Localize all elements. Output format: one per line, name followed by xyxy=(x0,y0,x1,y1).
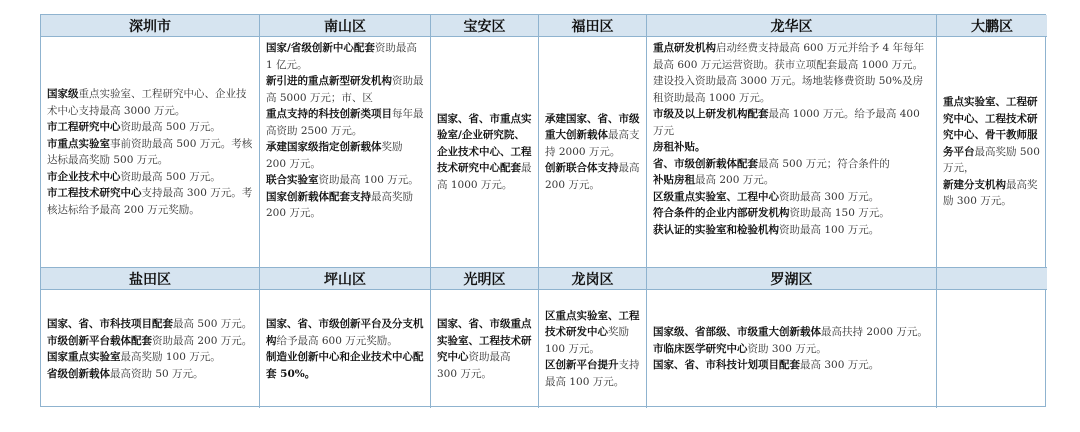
policy-line xyxy=(653,357,930,374)
cell-futian xyxy=(539,37,647,268)
header-longgang: 龙岗区 xyxy=(539,268,647,290)
cell-yantian xyxy=(41,290,260,408)
policy-line xyxy=(266,172,424,189)
policy-line-text: 最高支持 2000 万元。 xyxy=(545,129,640,158)
policy-line-bold: 重点支持的科技创新类项目 xyxy=(266,108,392,120)
policy-line xyxy=(653,172,930,189)
policy-line xyxy=(266,40,424,73)
policy-line-bold: 区重点实验室、工程技术研发中心 xyxy=(545,309,640,339)
cell-longhua xyxy=(647,37,937,268)
policy-line-bold: 国家、省、市级创新平台及分支机构 xyxy=(266,318,424,347)
policy-line-text: 每年最高资助 2500 万元。 xyxy=(266,108,424,137)
policy-line-text: 启动经费支持最高 600 万元并给予 4 年每年最高 600 万元运营资助。获市立项配套最高 1000 万元。建设投入资助最高 3000 万元。场地装修费资助 50%及房租资助最高 1000 万元。 xyxy=(653,42,925,104)
policy-line-bold: 承建国家、省、市级重大创新载体 xyxy=(545,112,640,142)
header-pingshan: 坪山区 xyxy=(260,268,431,290)
header-guangming: 光明区 xyxy=(431,268,539,290)
policy-line xyxy=(545,308,640,358)
policy-line-bold: 市工程技术研究中心 xyxy=(47,187,142,199)
policy-line-bold: 新建分支机构 xyxy=(943,178,1006,191)
policy-line xyxy=(266,139,424,172)
policy-line-bold: 国家、省、市科技项目配套 xyxy=(47,318,173,330)
policy-line-text: 最高奖励 300 万元。 xyxy=(943,178,1038,208)
policy-line xyxy=(653,40,930,106)
policy-line xyxy=(653,222,930,239)
policy-line-text: 资助最高 150 万元。 xyxy=(789,207,890,219)
header-luohu: 罗湖区 xyxy=(647,268,937,290)
cell-nanshan xyxy=(260,37,431,268)
policy-line-text: 最高 1000 万元。 xyxy=(437,162,532,191)
cell-luohu xyxy=(647,290,937,408)
policy-line xyxy=(545,160,640,193)
header-baoan: 宝安区 xyxy=(431,15,539,37)
header-yantian: 盐田区 xyxy=(41,268,260,290)
policy-line-bold: 省、市级创新载体配套 xyxy=(653,157,758,170)
policy-line-text: 支持最高 300 万元。考核达标给予最高 200 万元奖励。 xyxy=(47,187,253,216)
header-dapeng: 大鹏区 xyxy=(937,15,1047,37)
policy-line xyxy=(653,139,930,156)
policy-line-bold: 市企业技术中心 xyxy=(47,170,121,183)
policy-line xyxy=(653,341,930,358)
policy-line xyxy=(47,349,253,366)
header-shenzhen: 深圳市 xyxy=(41,15,260,37)
policy-line-bold: 创新联合体支持 xyxy=(545,162,619,175)
policy-line xyxy=(47,169,253,186)
policy-line-bold: 市工程研究中心 xyxy=(47,121,121,133)
policy-line-bold: 国家重点实验室 xyxy=(47,351,121,363)
policy-line-text: 资助最高 100 万元。 xyxy=(779,223,880,236)
policy-line xyxy=(545,357,640,390)
cell-guangming xyxy=(431,290,539,408)
policy-line-text: 资助最高 1 亿元。 xyxy=(266,42,417,71)
policy-line-text: 最高 200 万元。 xyxy=(545,162,640,191)
policy-line xyxy=(47,136,253,169)
policy-line-text: 事前资助最高 500 万元。考核达标最高奖励 500 万元。 xyxy=(47,137,253,166)
policy-line-text: 资助最高 100 万元。 xyxy=(318,174,419,186)
policy-line-text: 最高奖励 200 万元。 xyxy=(266,190,413,219)
policy-line-bold: 重点研发机构 xyxy=(653,42,716,54)
policy-line-text: 最高 500 万元。 xyxy=(173,318,253,330)
policy-line-bold: 补贴房租 xyxy=(653,174,695,186)
policy-line-text: 最高奖励 100 万元。 xyxy=(120,351,221,363)
policy-line xyxy=(266,189,424,222)
policy-line xyxy=(653,205,930,222)
policy-line-text: 给予最高 600 万元奖励。 xyxy=(276,334,398,347)
policy-line-bold: 区级重点实验室、工程中心 xyxy=(653,190,779,203)
policy-line-text: 最高奖励 500 万元， xyxy=(943,145,1040,175)
header-futian: 福田区 xyxy=(539,15,647,37)
policy-line xyxy=(47,333,253,350)
policy-line-bold: 国家/省级创新中心配套 xyxy=(266,42,375,54)
policy-line xyxy=(653,324,930,341)
policy-line-bold: 国家、省、市级重点实验室、工程技术研究中心 xyxy=(437,318,532,363)
policy-line-bold: 国家、省、市科技计划项目配套 xyxy=(653,359,800,372)
policy-line-bold: 国家创新载体配套支持 xyxy=(266,190,371,203)
policy-line-text: 资助最高 5000 万元；市、区 xyxy=(266,75,424,104)
policy-line xyxy=(266,106,424,139)
policy-line-text: 最高 300 万元。 xyxy=(800,359,880,372)
policy-line-text: 最高 1000 万元。给予最高 400 万元 xyxy=(653,108,920,137)
policy-line-bold: 国家级 xyxy=(47,88,79,100)
policy-line-bold: 省级创新载体 xyxy=(47,367,110,380)
policy-line xyxy=(653,106,930,139)
policy-line-text: 最高 500 万元；符合条件的 xyxy=(758,157,890,170)
policy-line-text: 资助最高 500 万元。 xyxy=(120,170,221,183)
policy-line-bold: 市级创新平台载体配套 xyxy=(47,334,152,347)
policy-line-bold: 国家、省、市重点实验室/企业研究院、企业技术中心、工程技术研究中心配套 xyxy=(437,112,532,175)
policy-line xyxy=(266,73,424,106)
policy-line-text: 资助 300 万元。 xyxy=(747,342,827,355)
policy-line-text: 支持最高 100 万元。 xyxy=(545,359,640,388)
policy-line-bold: 重点实验室、工程研究中心、工程技术研究中心、骨干教师服务平台 xyxy=(943,96,1038,158)
policy-line-bold: 市级及以上研发机构配套 xyxy=(653,108,769,120)
policy-line xyxy=(653,189,930,206)
policy-line xyxy=(943,94,1041,177)
cell-pingshan xyxy=(260,290,431,408)
policy-line xyxy=(47,366,253,383)
policy-line-bold: 国家级、省部级、市级重大创新载体 xyxy=(653,326,821,339)
policy-line xyxy=(47,185,253,218)
policy-line-text: 资助最高 300 万元。 xyxy=(437,351,511,380)
policy-line-bold: 市重点实验室 xyxy=(47,137,110,150)
policy-line-bold: 新引进的重点新型研发机构 xyxy=(266,75,392,87)
policy-line-bold: 区创新平台提升 xyxy=(545,359,619,372)
policy-line-bold: 市临床医学研究中心 xyxy=(653,342,748,355)
cell-empty xyxy=(937,290,1047,408)
policy-line-text: 最高扶持 2000 万元。 xyxy=(821,326,928,339)
header-nanshan: 南山区 xyxy=(260,15,431,37)
cell-shenzhen xyxy=(41,37,260,268)
header-longhua: 龙华区 xyxy=(647,15,937,37)
policy-line-bold: 承建国家级指定创新载体 xyxy=(266,141,382,153)
policy-line xyxy=(266,349,424,382)
policy-line xyxy=(437,111,532,194)
policy-line-text: 最高 200 万元。 xyxy=(695,174,775,186)
policy-line-text: 资助最高 500 万元。 xyxy=(120,121,221,133)
policy-line xyxy=(47,86,253,119)
policy-table xyxy=(40,14,1046,407)
policy-line xyxy=(545,111,640,161)
policy-line xyxy=(47,316,253,333)
header-empty xyxy=(937,268,1047,290)
policy-line-text: 资助最高 200 万元。 xyxy=(152,334,253,347)
policy-line-text: 资助最高 300 万元。 xyxy=(779,190,880,203)
policy-line-bold: 符合条件的企业内部研发机构 xyxy=(653,207,790,219)
cell-dapeng xyxy=(937,37,1047,268)
policy-line-text: 最高资助 50 万元。 xyxy=(110,367,204,380)
policy-line xyxy=(47,119,253,136)
policy-line-text: 重点实验室、工程研究中心、企业技术中心支持最高 3000 万元。 xyxy=(47,88,247,117)
policy-line-bold: 获认证的实验室和检验机构 xyxy=(653,223,779,236)
policy-line xyxy=(266,316,424,349)
policy-line xyxy=(653,156,930,173)
policy-line-text: 奖励 200 万元。 xyxy=(266,141,403,170)
cell-baoan xyxy=(431,37,539,268)
policy-line-bold: 联合实验室 xyxy=(266,174,319,186)
policy-line xyxy=(943,177,1041,210)
policy-line-bold: 房租补贴。 xyxy=(653,141,706,153)
policy-line-text: 奖励 100 万元。 xyxy=(545,326,629,355)
policy-line xyxy=(437,316,532,382)
cell-longgang xyxy=(539,290,647,408)
policy-line-bold: 制造业创新中心和企业技术中心配套 50%。 xyxy=(266,351,424,380)
